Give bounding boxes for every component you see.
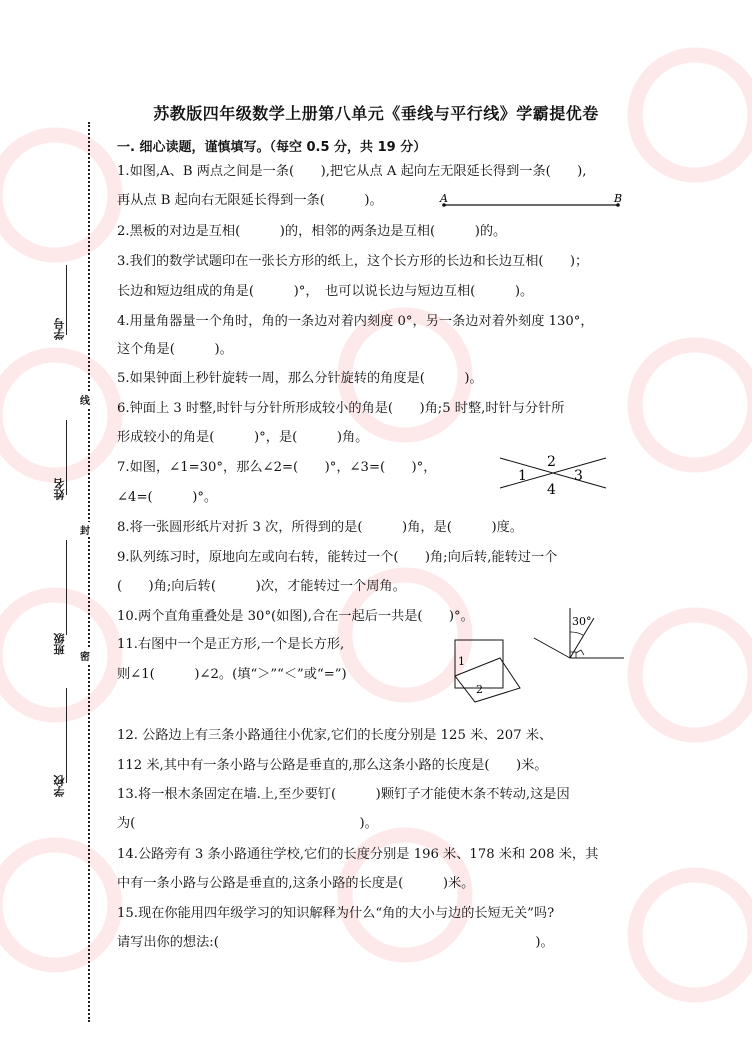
question-line: 12. 公路边上有三条小路通往小优家,它们的长度分别是 125 米、207 米、 <box>117 728 553 743</box>
overlapping-right-angles-figure <box>530 604 630 666</box>
angle-4-label: 4 <box>547 482 556 498</box>
point-b-label: B <box>614 192 623 205</box>
question-line: 长边和短边组成的角是( )°， 也可以说长边与短边互相( )。 <box>117 284 534 299</box>
class-label: 班级 <box>53 633 66 655</box>
question-line: 13.将一根木条固定在墙.上,至少要钉( )颗钉子才能使木条不转动,这是因 <box>117 787 570 802</box>
page-title: 苏教版四年级数学上册第八单元《垂线与平行线》学霸提优卷 <box>153 104 599 123</box>
point-a-label: A <box>440 192 448 205</box>
segment-ab-figure <box>430 190 630 212</box>
watermark-logo-icon <box>0 340 130 490</box>
watermark-logo-icon <box>620 330 752 480</box>
school-label: 学校 <box>53 775 66 797</box>
question-line: ( )角;向后转( )次，才能转过一个周角。 <box>117 579 406 594</box>
binding-char-secret: 密 <box>80 648 90 663</box>
question-line: 6.钟面上 3 时整,时针与分针所形成较小的角是( )角;5 时整,时针与分针所 <box>117 401 565 416</box>
name-label: 姓名 <box>53 478 66 500</box>
angle-3-label: 3 <box>574 468 583 484</box>
question-line: 1.如图,A、B 两点之间是一条( ),把它从点 A 起向左无限延长得到一条( ), <box>117 164 587 179</box>
question-line: 10.两个直角重叠处是 30°(如图),合在一起后一共是( )°。 <box>117 609 474 624</box>
angle-2-label: 2 <box>547 454 556 470</box>
question-line: 11.右图中一个是正方形,一个是长方形, <box>117 637 345 652</box>
question-line: 则∠1( )∠2。(填“＞”“＜”或“=”) <box>117 667 347 682</box>
watermark-logo-icon <box>0 580 130 730</box>
angle-1-label: 1 <box>518 468 527 484</box>
question-line: 这个角是( )。 <box>117 342 233 357</box>
question-line: 2.黑板的对边是互相( )的，相邻的两条边是互相( )的。 <box>117 224 507 239</box>
class-blank <box>66 540 67 635</box>
watermark-logo-icon <box>620 600 752 750</box>
question-line: 请写出你的想法:( )。 <box>117 935 554 950</box>
question-line: 5.如果钟面上秒针旋转一周，那么分针旋转的角度是( )。 <box>117 371 483 386</box>
question-line: 再从点 B 起向右无限延长得到一条( )。 <box>117 193 383 208</box>
question-line: 中有一条小路与公路是垂直的,这条小路的长度是( )米。 <box>117 876 475 891</box>
section-heading: 一. 细心读题，谨慎填写。（每空 0.5 分，共 19 分） <box>117 140 427 155</box>
watermark-logo-icon <box>0 120 130 270</box>
question-line: 112 米,其中有一条小路与公路是垂直的,那么这条小路的长度是( )米。 <box>117 758 548 773</box>
question-line: ∠4=( )°。 <box>117 490 218 505</box>
question-line: 8.将一张圆形纸片对折 3 次，所得到的是( )角，是( )度。 <box>117 520 523 535</box>
question-line: 14.公路旁有 3 条小路通往学校,它们的长度分别是 196 米、178 米和 208 米，其 <box>117 847 599 862</box>
square-rectangle-figure <box>448 636 528 704</box>
angle-2-label: 2 <box>476 683 483 696</box>
question-line: 7.如图，∠1=30°，那么∠2=( )°，∠3=( )°， <box>117 460 437 475</box>
angle-30-label: 30° <box>572 615 592 628</box>
binding-char-line: 线 <box>80 392 90 407</box>
angle-1-label: 1 <box>458 655 465 668</box>
watermark-logo-icon <box>620 860 752 1010</box>
watermark-logo-icon <box>0 830 130 980</box>
question-line: 15.现在你能用四年级学习的知识解释为什么“角的大小与边的长短无关”吗? <box>117 906 555 921</box>
question-line: 形成较小的角是( )°，是( )角。 <box>117 430 369 445</box>
question-line: 9.队列练习时，原地向左或向右转，能转过一个( )角;向后转,能转过一个 <box>117 550 558 565</box>
question-line: 3.我们的数学试题印在一张长方形的纸上，这个长方形的长边和长边互相( )； <box>117 254 589 269</box>
question-line: 为( )。 <box>117 816 378 831</box>
binding-dotted-line <box>88 122 90 1022</box>
intersecting-lines-figure <box>494 450 614 500</box>
school-blank <box>66 688 67 783</box>
question-line: 4.用量角器量一个角时，角的一条边对着内刻度 0°，另一条边对着外刻度 130°， <box>117 314 594 329</box>
binding-char-seal: 封 <box>80 522 90 537</box>
student-id-label: 学号 <box>53 318 66 340</box>
